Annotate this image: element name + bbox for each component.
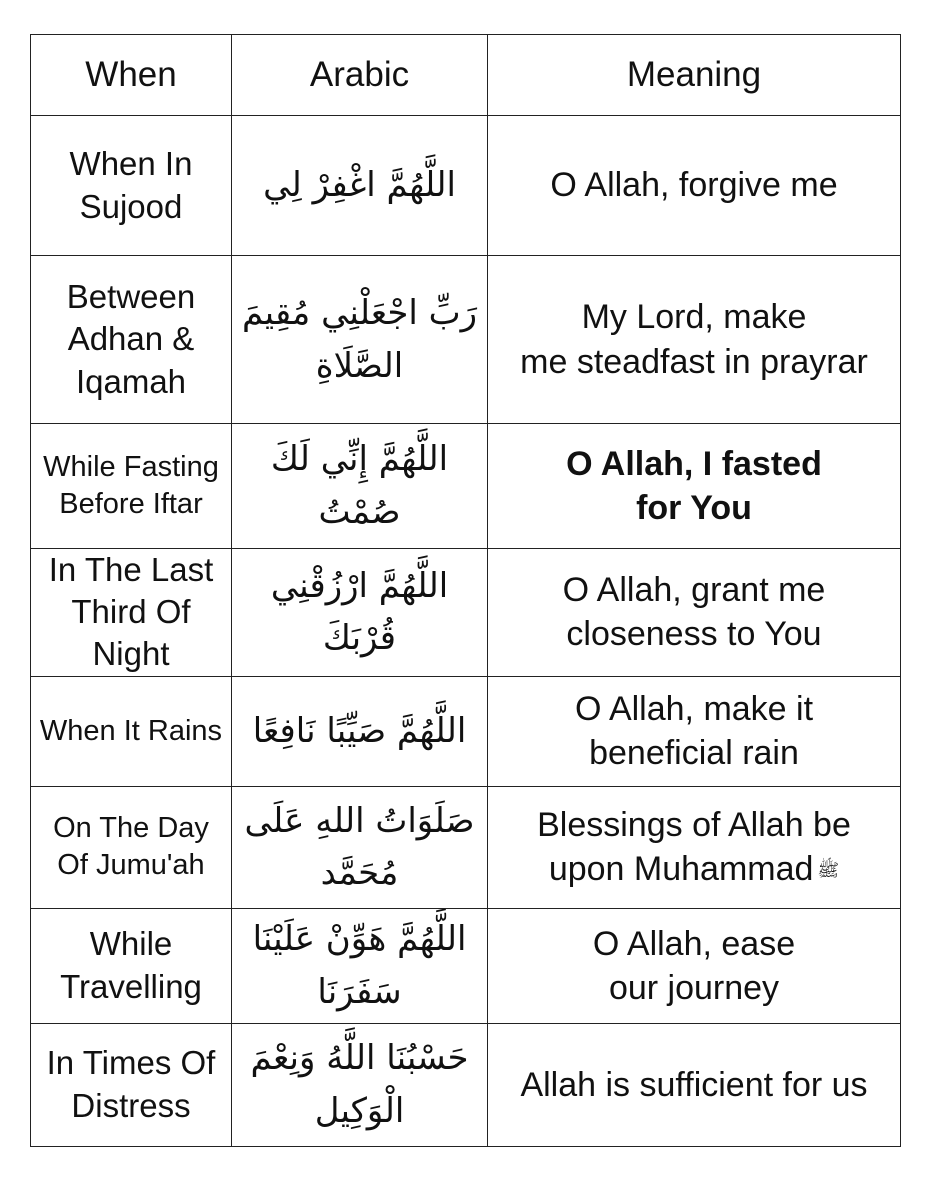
meaning-cell: [488, 116, 901, 256]
meaning-line: for You: [636, 489, 752, 527]
arabic-text: رَبِّ اجْعَلْنِي مُقِيمَ الصَّلَاةِ: [241, 292, 478, 386]
when-cell: [31, 786, 232, 908]
when-line: While: [89, 925, 173, 963]
arabic-cell: [232, 116, 488, 256]
when-line: Sujood: [79, 187, 183, 225]
when-line: In Times Of: [46, 1044, 216, 1082]
header-when: When: [31, 35, 232, 116]
arabic-cell: [232, 786, 488, 908]
arabic-cell: [232, 908, 488, 1023]
when-line: Distress: [71, 1086, 191, 1124]
meaning-cell: [488, 1023, 901, 1146]
header-row: [31, 35, 901, 116]
when-cell: [31, 1023, 232, 1146]
meaning-cell: [488, 549, 901, 677]
when-cell: [31, 549, 232, 677]
when-line: When In: [69, 145, 193, 183]
table-row: [31, 424, 901, 549]
when-line: When It Rains: [39, 714, 223, 747]
table-row: [31, 116, 901, 256]
meaning-line: My Lord, make: [581, 298, 807, 337]
when-line: In The Last: [48, 551, 214, 588]
table-row: [31, 1023, 901, 1146]
when-cell: [31, 424, 232, 549]
arabic-cell: [232, 424, 488, 549]
header-meaning: Meaning: [488, 35, 901, 116]
meaning-line: O Allah, I fasted: [566, 444, 822, 483]
arabic-text: اللَّهُمَّ هَوِّنْ عَلَيْنَا سَفَرَنَا: [252, 919, 467, 1012]
meaning-line: Allah is sufficient for us: [520, 1065, 868, 1104]
meaning-line: me steadfast in prayrar: [520, 342, 868, 381]
arabic-cell: [232, 676, 488, 786]
arabic-text: اللَّهُمَّ إِنِّي لَكَ صُمْتُ: [270, 439, 449, 532]
meaning-cell: [488, 256, 901, 424]
when-line: Of Jumu'ah: [57, 849, 205, 882]
meaning-line: upon Muhammad: [548, 850, 814, 889]
arabic-cell: [232, 256, 488, 424]
arabic-text: اللَّهُمَّ اغْفِرْ لِي: [263, 165, 456, 206]
arabic-text: صَلَوَاتُ اللهِ عَلَى مُحَمَّد: [244, 800, 475, 894]
table-row: [31, 256, 901, 424]
table-row: [31, 908, 901, 1023]
arabic-cell: [232, 1023, 488, 1146]
table-row: [31, 549, 901, 677]
when-cell: [31, 256, 232, 424]
when-line: Iqamah: [75, 362, 187, 400]
arabic-text: اللَّهُمَّ صَيِّبًا نَافِعًا: [252, 710, 467, 751]
meaning-line: closeness to You: [566, 615, 822, 654]
meaning-cell: [488, 676, 901, 786]
meaning-line: O Allah, forgive me: [550, 166, 838, 205]
when-line: Between: [66, 278, 196, 316]
meaning-line: O Allah, grant me: [562, 571, 826, 610]
meaning-line: O Allah, make it: [574, 690, 814, 729]
pbuh-honorific-icon: ﷺ: [817, 860, 840, 882]
meaning-cell: [488, 786, 901, 908]
arabic-text: حَسْبُنَا اللَّهُ وَنِعْمَ الْوَكِيل: [250, 1038, 469, 1131]
when-cell: [31, 116, 232, 256]
dua-table: [30, 34, 901, 1147]
when-line: Travelling: [60, 967, 202, 1005]
when-line: While Fasting: [43, 450, 219, 483]
meaning-line: O Allah, ease: [592, 924, 796, 963]
arabic-cell: [232, 549, 488, 677]
meaning-cell: [488, 908, 901, 1023]
when-line: On The Day: [53, 812, 209, 845]
meaning-line: Blessings of Allah be: [537, 806, 851, 845]
when-cell: [31, 676, 232, 786]
when-line: Before Iftar: [59, 488, 203, 520]
table-row: [31, 786, 901, 908]
meaning-line: beneficial rain: [589, 734, 799, 773]
header-arabic: Arabic: [232, 35, 488, 116]
when-line: Adhan &: [67, 320, 195, 358]
meaning-line: our journey: [608, 968, 780, 1007]
meaning-cell: [488, 424, 901, 549]
when-cell: [31, 908, 232, 1023]
arabic-text: اللَّهُمَّ ارْزُقْنِي قُرْبَكَ: [270, 565, 449, 659]
table-row: [31, 676, 901, 786]
when-line: Third Of Night: [71, 593, 191, 673]
